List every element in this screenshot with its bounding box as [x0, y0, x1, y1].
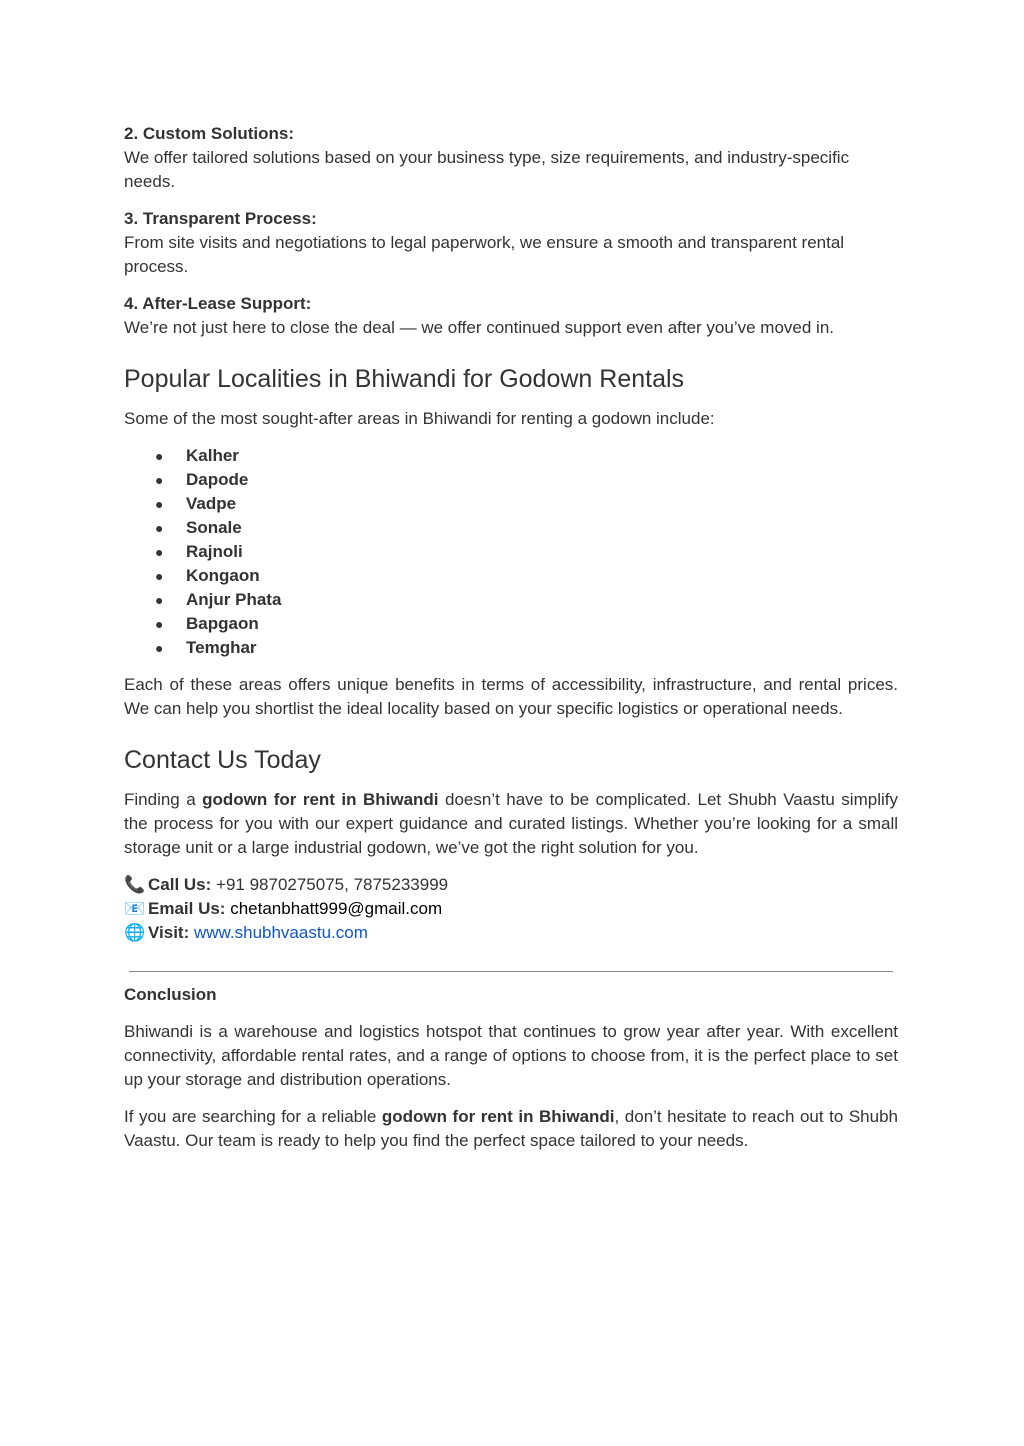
- keyword-bold: godown for rent in Bhiwandi: [381, 1107, 615, 1126]
- list-item: ● Temghar: [124, 636, 898, 660]
- bullet-icon: ●: [155, 616, 164, 632]
- feature-item-custom-solutions: [124, 122, 898, 194]
- bullet-icon: ●: [155, 472, 164, 488]
- bullet-icon: ●: [155, 640, 164, 656]
- bullet-icon: ●: [155, 592, 164, 608]
- feature-text: From site visits and negotiations to legal paperwork, we ensure a smooth and transparent rental process.: [124, 233, 845, 276]
- keyword-bold: godown for rent in Bhiwandi: [202, 790, 439, 809]
- bullet-icon: ●: [155, 544, 164, 560]
- list-item: ● Kongaon: [124, 564, 898, 588]
- contact-paragraph: Finding a godown for rent in Bhiwandi doesn’t have to be complicated. Let Shubh Vaastu simplify the process for you with our expert guidance and curated listings. Whether you’re looking for a small storage unit or a large industrial godown, we’ve got the right solution for you.: [124, 790, 898, 857]
- bullet-icon: ●: [155, 496, 164, 512]
- email-label: Email Us:: [148, 899, 226, 918]
- email-icon: 📧: [124, 899, 146, 918]
- list-item: ● Bapgaon: [124, 612, 898, 636]
- feature-title: 4. After-Lease Support:: [124, 294, 312, 313]
- website-link[interactable]: www.shubhvaastu.com: [194, 923, 368, 942]
- document-content: [124, 122, 898, 1166]
- globe-icon: 🌐: [124, 923, 146, 942]
- list-item: ● Sonale: [124, 516, 898, 540]
- bullet-icon: ●: [155, 448, 164, 464]
- feature-text: We offer tailored solutions based on your business type, size requirements, and industry-specific needs.: [124, 148, 850, 191]
- list-item: ● Rajnoli: [124, 540, 898, 564]
- feature-title: 3. Transparent Process:: [124, 209, 317, 228]
- email-value[interactable]: chetanbhatt999@gmail.com: [225, 899, 443, 918]
- conclusion-paragraph-2: If you are searching for a reliable godown for rent in Bhiwandi, don’t hesitate to reach out to Shubh Vaastu. Our team is ready to help you find the perfect space tailored to your needs.: [124, 1107, 898, 1150]
- visit-label: Visit:: [148, 923, 190, 942]
- feature-title: 2. Custom Solutions:: [124, 124, 294, 143]
- phone-icon: 📞: [124, 875, 146, 894]
- feature-text: We’re not just here to close the deal — we offer continued support even after you’ve moved in.: [124, 318, 834, 337]
- list-item: ● Vadpe: [124, 492, 898, 516]
- conclusion-title: Conclusion: [124, 985, 217, 1004]
- contact-heading: Contact Us Today: [124, 746, 321, 774]
- email-line: [124, 897, 898, 921]
- list-item: ● Anjur Phata: [124, 588, 898, 612]
- localities-intro: Some of the most sought-after areas in Bhiwandi for renting a godown include:: [124, 409, 715, 428]
- contact-details: [124, 873, 898, 945]
- call-value: +91 9870275075, 7875233999: [211, 875, 449, 894]
- localities-list: [124, 444, 898, 660]
- conclusion-paragraph-1: Bhiwandi is a warehouse and logistics hotspot that continues to grow year after year. With excellent connectivity, affordable rental rates, and a range of options to choose from, it is the perfect place to set up your storage and distribution operations.: [124, 1022, 898, 1089]
- bullet-icon: ●: [155, 568, 164, 584]
- divider: [129, 971, 893, 972]
- call-label: Call Us:: [148, 875, 212, 894]
- list-item: ● Dapode: [124, 468, 898, 492]
- visit-line: [124, 921, 898, 945]
- localities-heading: Popular Localities in Bhiwandi for Godown Rentals: [124, 365, 685, 393]
- feature-item-after-lease-support: [124, 292, 898, 340]
- list-item: ● Kalher: [124, 444, 898, 468]
- bullet-icon: ●: [155, 520, 164, 536]
- feature-item-transparent-process: [124, 207, 898, 279]
- call-line: [124, 873, 898, 897]
- localities-outro: Each of these areas offers unique benefits in terms of accessibility, infrastructure, and rental prices. We can help you shortlist the ideal locality based on your specific logistics or operational needs.: [124, 675, 898, 718]
